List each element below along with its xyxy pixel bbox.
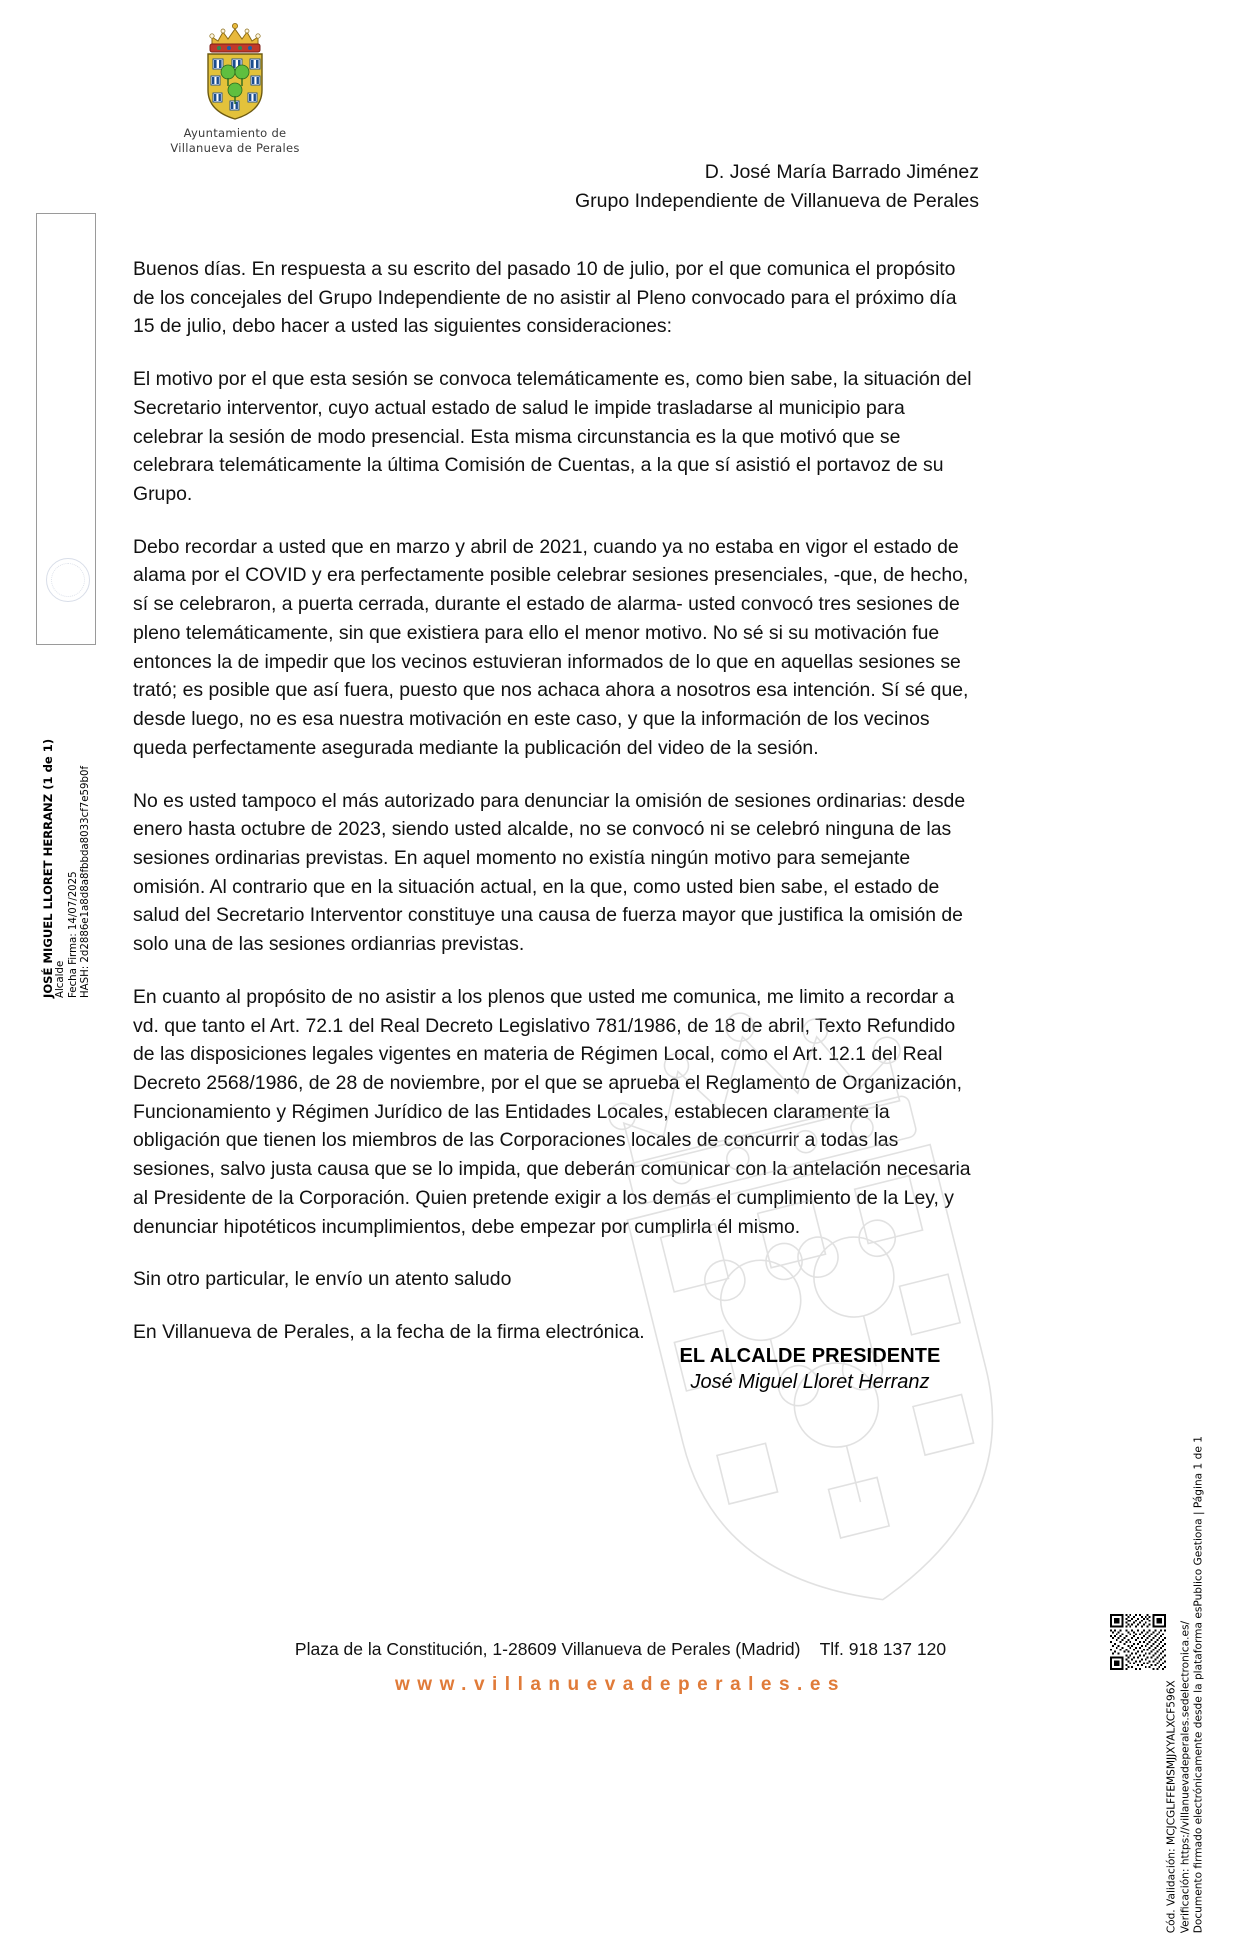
platform-signature-note: Documento firmado electrónicamente desde la plataforma esPublico Gestiona | Página 1 de 1 <box>1192 1436 1205 1933</box>
body-paragraph-4: No es usted tampoco el más autorizado para denunciar la omisión de sesiones ordinarias: desde enero hasta octubre de 2023, siendo usted alcalde, no se convocó ni se celebró ninguna de las sesiones ordinarias previstas. En aquel momento no existía ningún motivo para semejante omisión. Al contrario que en la situación actual, en la que, como usted bien sabe, el estado de salud del Secretario Interventor constituye una causa de fuerza mayor que justifica la omisión de solo una de las sesiones ordianrias previstas. <box>133 789 966 956</box>
signature-hash: HASH: 2d2886e1a8d8a8fbbda8033cf7e59b0f <box>79 765 91 998</box>
verification-url: Verificación: https://villanuevadeperales.sedelectronica.es/ <box>1178 1620 1191 1933</box>
signer-name: JOSÉ MIGUEL LLORET HERRANZ (1 de 1) <box>40 738 55 998</box>
footer-website[interactable]: www.villanuevadeperales.es <box>395 1674 846 1695</box>
logo-caption-line1: Ayuntamiento de <box>183 126 287 140</box>
footer-address: Plaza de la Constitución, 1-28609 Villanueva de Perales (Madrid) Tlf. 918 137 120 <box>294 1639 947 1659</box>
logo-caption <box>140 126 330 155</box>
addressee-name: D. José María Barrado Jiménez <box>704 161 979 183</box>
validation-code: Cód. Validación: MCJCGLFFEMSMJJXYALXCF596X <box>1165 1680 1177 1933</box>
signature-name: José Miguel Lloret Herranz <box>690 1371 930 1393</box>
body-paragraph-5: En cuanto al propósito de no asistir a los plenos que usted me comunica, me limito a recordar a vd. que tanto el Art. 72.1 del Real Decreto Legislativo 781/1986, de 18 de abril, Texto Refundido de las disposiciones legales vigentes en materia de Régimen Local, como el Art. 12.1 del Real Decreto 2568/1986, de 28 de noviembre, por el que se aprueba el Reglamento de Organización, Funcionamiento y Régimen Jurídico de las Entidades Locales, establecen claramente la obligación que tienen los miembros de las Corporaciones locales de concurrir a todas las sesiones, salvo justa causa que se lo impida, que deberán comunicar con la antelación necesaria al Presidente de la Corporación. Quien pretende exigir a los demás el cumplimiento de la Ley, y denunciar hipotéticos incumplimientos, debe empezar por cumplirla él mismo. <box>133 985 971 1238</box>
body-paragraph-7: En Villanueva de Perales, a la fecha de la firma electrónica. <box>133 1321 645 1343</box>
signature-role: EL ALCALDE PRESIDENTE <box>679 1345 941 1367</box>
coat-of-arms-crest-icon <box>192 18 278 122</box>
addressee-block <box>575 158 979 217</box>
body-paragraph-1: Buenos días. En respuesta a su escrito del pasado 10 de julio, por el que comunica el propósito de los concejales del Grupo Independiente de no asistir al Pleno convocado para el próximo día 15 de julio, debo hacer a usted las siguientes consideraciones: <box>133 258 957 338</box>
signature-block <box>660 1345 960 1394</box>
body-paragraph-6: Sin otro particular, le envío un atento saludo <box>133 1268 512 1291</box>
signer-position: Alcalde <box>55 960 67 998</box>
body-paragraph-3: Debo recordar a usted que en marzo y abril de 2021, cuando ya no estaba en vigor el estado de alama por el COVID y era perfectamente posible celebrar sesiones presenciales, -que, de hecho, sí se celebraron, a puerta cerrada, durante el estado de alarma- usted convocó tres sesiones de pleno telemáticamente, sin que existiera para ello el menor motivo. No sé si su motivación fue entonces la de impedir que los vecinos estuvieran informados de lo que en aquellas sesiones se trató; es posible que así fuera, puesto que nos achaca ahora a nosotros esa intención. Sí sé que, desde luego, no es esa nuestra motivación en este caso, y que la información de los vecinos queda perfectamente asegurada mediante la publicación del video de la sesión. <box>133 535 969 759</box>
signature-date: Fecha Firma: 14/07/2025 <box>67 871 79 998</box>
electronic-signature-text <box>37 584 97 1016</box>
addressee-group: Grupo Independiente de Villanueva de Perales <box>574 190 979 213</box>
body-paragraph-2: El motivo por el que esta sesión se convoca telemáticamente es, como bien sabe, la situación del Secretario interventor, cuyo actual estado de salud le impide trasladarse al municipio para celebrar la sesión de modo presencial. Esta misma circunstancia es la que motivó que se celebrara telemáticamente la última Comisión de Cuentas, a la que sí asistió el portavoz de su Grupo. <box>133 368 972 506</box>
letter-body <box>133 255 978 1371</box>
page-footer <box>0 1639 1241 1696</box>
municipality-logo-block <box>140 18 330 155</box>
signature-seal-stamp <box>46 558 90 602</box>
logo-caption-line2: Villanueva de Perales <box>170 140 300 155</box>
